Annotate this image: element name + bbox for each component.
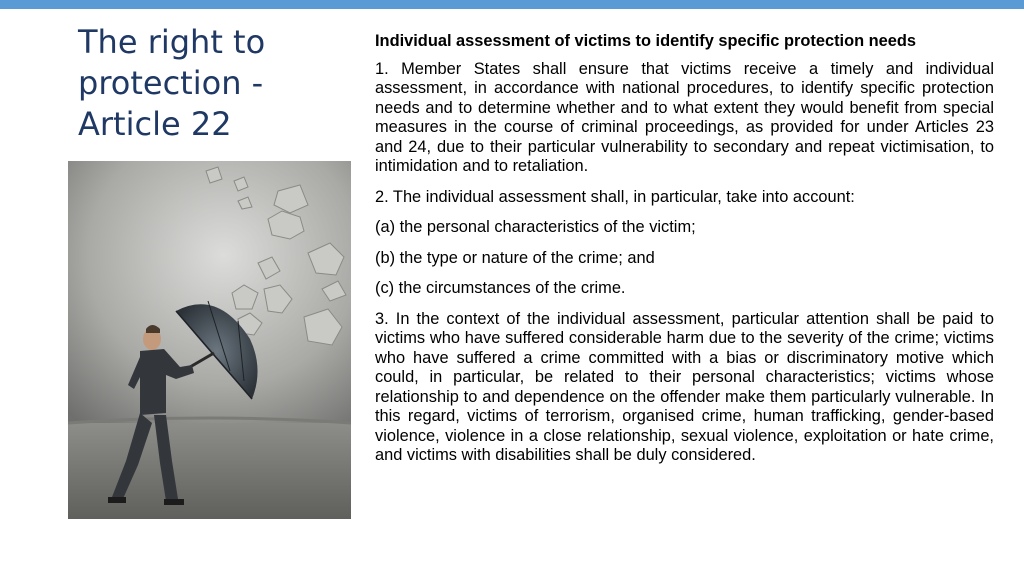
paragraph-2: 2. The individual assessment shall, in particular, take into account: (375, 187, 855, 206)
list-item-c: (c) the circumstances of the crime. (375, 279, 626, 297)
paragraph-1: 1. Member States shall ensure that victims receive a timely and individual assessment, in accordance with national procedures, to identify specific protection needs and to determine whether and to what extent they would benefit from special measures in the course of criminal proceedings, as provided for under Articles 23 and 24, due to their particular vulnerability to secondary and repeat victimisation, to intimidation and to retaliation. (375, 59, 994, 175)
title-line-1: The right to (78, 23, 266, 61)
title-line-3: Article 22 (78, 105, 232, 143)
umbrella-rocks-illustration (68, 161, 351, 519)
list-item-b: (b) the type or nature of the crime; and (375, 248, 655, 267)
title-line-2: protection - (78, 64, 264, 102)
slide-title (78, 22, 348, 145)
article-heading: Individual assessment of victims to identify specific protection needs (375, 32, 917, 50)
top-accent-bar (0, 0, 1024, 9)
paragraph-3: 3. In the context of the individual assessment, particular attention shall be paid to victims who have suffered considerable harm due to the severity of the crime; victims who have suffered a crime committed with a bias or discriminatory motive which could, in particular, be related to their personal characteristics; victims whose relationship to and dependence on the offender make them particularly vulnerable. In this regard, victims of terrorism, organised crime, human trafficking, gender-based violence, violence in a close relationship, sexual violence, exploitation or hate crime, and victims with disabilities shall be duly considered. (375, 309, 994, 464)
article-text (375, 32, 994, 477)
list-item-a: (a) the personal characteristics of the victim; (375, 218, 696, 236)
